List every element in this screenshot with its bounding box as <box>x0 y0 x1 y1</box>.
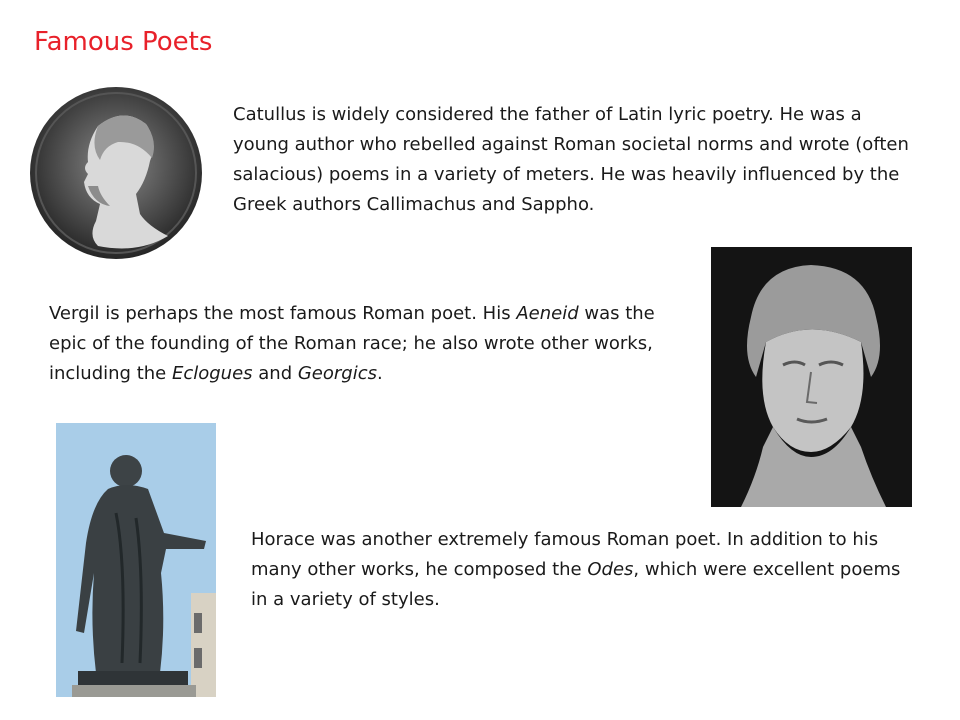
vergil-bust-image <box>711 247 912 507</box>
aeneid-title: Aeneid <box>516 303 579 324</box>
odes-title: Odes <box>587 559 634 580</box>
vergil-description <box>49 299 689 389</box>
vergil-text-part: Vergil is perhaps the most famous Roman poet. His <box>49 303 517 324</box>
vergil-text-part: . <box>377 363 383 384</box>
catullus-portrait-image <box>28 86 204 260</box>
horace-description <box>251 525 911 615</box>
horace-statue-image <box>56 423 216 697</box>
horace-text-part: Horace was another extremely famous Roman poet. In addition to his many other works, he composed the <box>251 529 879 580</box>
slide-title: Famous Poets <box>34 27 213 57</box>
horace-text-part: , which were excellent poems in a variety of styles. <box>251 559 901 610</box>
vergil-text-part: was the epic of the founding of the Roman race; he also wrote other works, including the <box>49 303 655 384</box>
eclogues-title: Eclogues <box>171 363 253 384</box>
georgics-title: Georgics <box>297 363 377 384</box>
vergil-text-part: and <box>252 363 298 384</box>
catullus-description: Catullus is widely considered the father of Latin lyric poetry. He was a young author who rebelled against Roman societal norms and wrote (often salacious) poems in a variety of meters. He was heavily influenced by the Greek authors Callimachus and Sappho. <box>233 104 909 215</box>
